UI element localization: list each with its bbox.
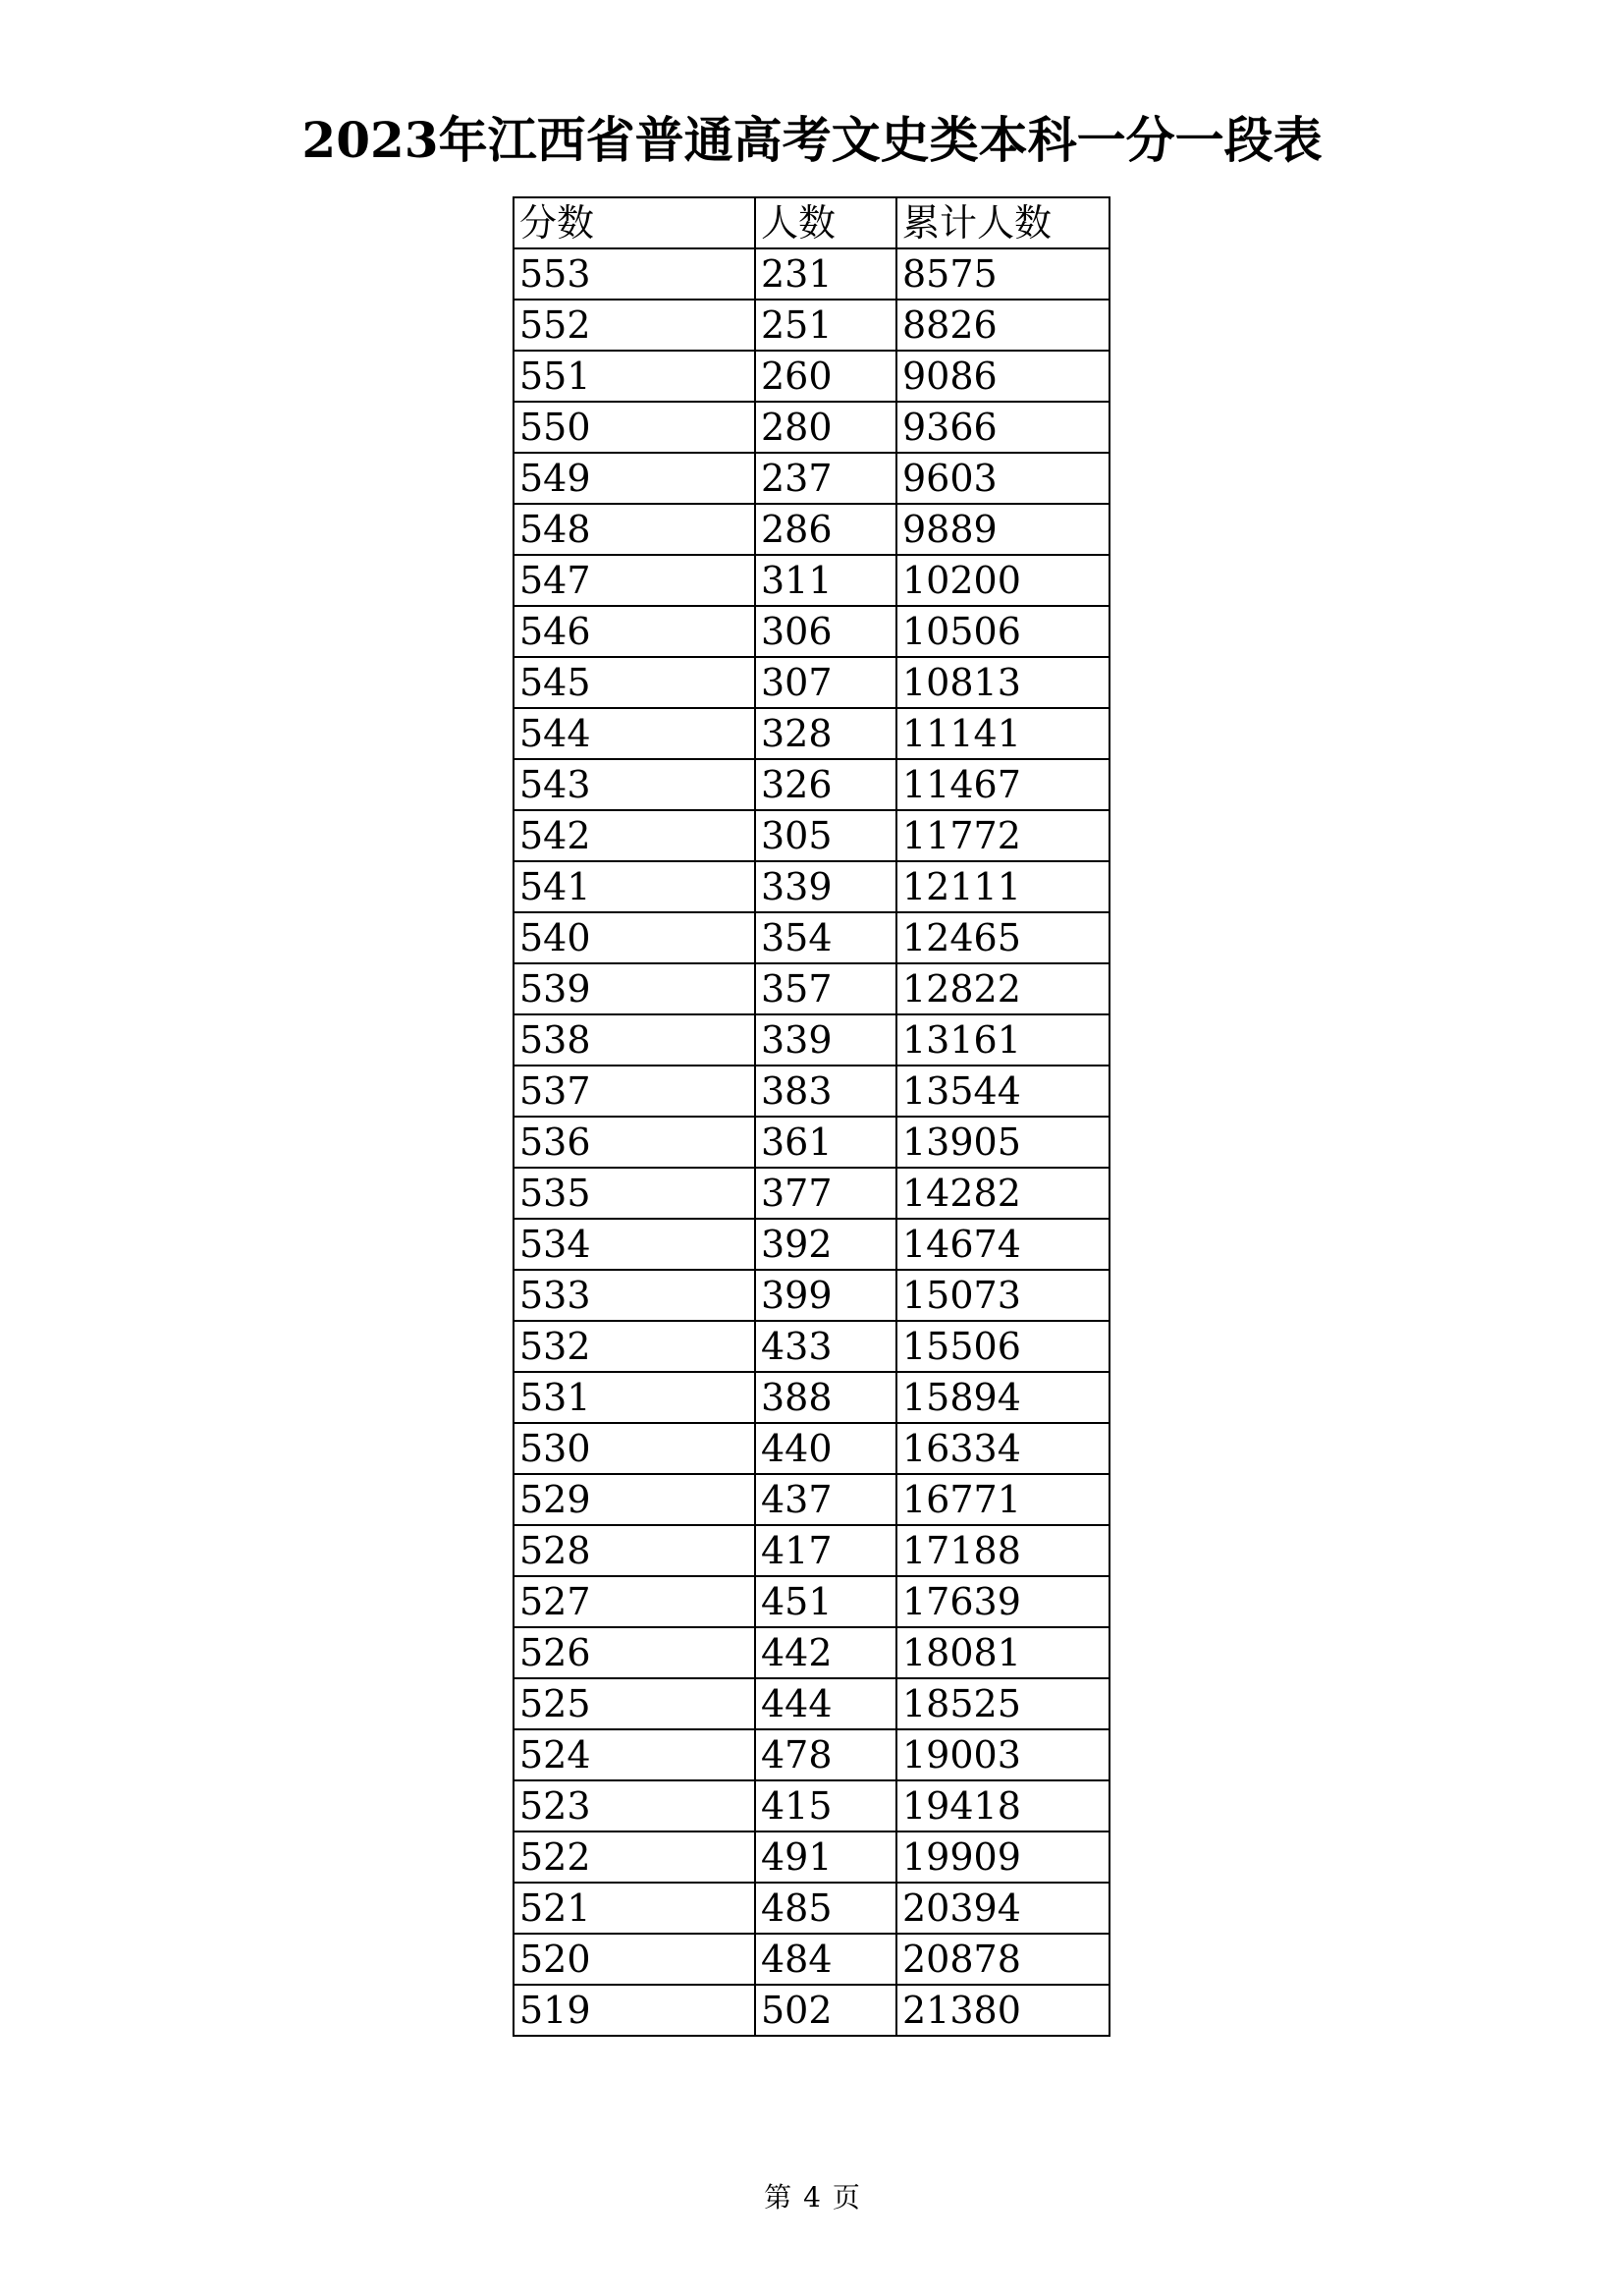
cell-count: 502 [755,1985,896,2036]
cell-score: 552 [514,300,755,351]
cell-count: 260 [755,351,896,402]
cell-cumulative: 15506 [896,1321,1110,1372]
cell-cumulative: 17188 [896,1525,1110,1576]
table-row [514,1576,1110,1627]
table-row [514,1831,1110,1883]
cell-count: 383 [755,1066,896,1117]
table-row [514,300,1110,351]
table-row [514,1066,1110,1117]
cell-count: 361 [755,1117,896,1168]
cell-score: 523 [514,1780,755,1831]
cell-count: 388 [755,1372,896,1423]
cell-score: 524 [514,1729,755,1780]
cell-cumulative: 13544 [896,1066,1110,1117]
cell-count: 354 [755,912,896,963]
table-row [514,963,1110,1014]
cell-score: 538 [514,1014,755,1066]
table-row [514,912,1110,963]
cell-count: 280 [755,402,896,453]
table-row [514,708,1110,759]
cell-cumulative: 13161 [896,1014,1110,1066]
table-row [514,1168,1110,1219]
table-header-row [514,197,1110,248]
cell-score: 535 [514,1168,755,1219]
cell-cumulative: 14282 [896,1168,1110,1219]
table-row [514,1985,1110,2036]
cell-cumulative: 10813 [896,657,1110,708]
cell-score: 548 [514,504,755,555]
table-row [514,1219,1110,1270]
table-row [514,1883,1110,1934]
cell-count: 451 [755,1576,896,1627]
cell-cumulative: 18081 [896,1627,1110,1678]
cell-count: 415 [755,1780,896,1831]
cell-count: 437 [755,1474,896,1525]
cell-cumulative: 13905 [896,1117,1110,1168]
table-row [514,555,1110,606]
cell-count: 305 [755,810,896,861]
cell-count: 251 [755,300,896,351]
cell-cumulative: 19909 [896,1831,1110,1883]
cell-score: 551 [514,351,755,402]
table-row [514,810,1110,861]
table-row [514,1014,1110,1066]
cell-cumulative: 8575 [896,248,1110,300]
cell-count: 339 [755,1014,896,1066]
cell-score: 545 [514,657,755,708]
cell-cumulative: 20878 [896,1934,1110,1985]
table-row [514,351,1110,402]
cell-score: 536 [514,1117,755,1168]
cell-cumulative: 9603 [896,453,1110,504]
cell-score: 533 [514,1270,755,1321]
cell-count: 326 [755,759,896,810]
cell-cumulative: 10506 [896,606,1110,657]
cell-score: 537 [514,1066,755,1117]
table-row [514,1372,1110,1423]
cell-count: 377 [755,1168,896,1219]
cell-count: 442 [755,1627,896,1678]
cell-score: 529 [514,1474,755,1525]
table-row [514,1321,1110,1372]
cell-count: 399 [755,1270,896,1321]
cell-count: 231 [755,248,896,300]
cell-cumulative: 16334 [896,1423,1110,1474]
table-row [514,1729,1110,1780]
cell-cumulative: 11467 [896,759,1110,810]
cell-score: 530 [514,1423,755,1474]
cell-cumulative: 11141 [896,708,1110,759]
cell-score: 540 [514,912,755,963]
table-row [514,861,1110,912]
cell-score: 546 [514,606,755,657]
table-row [514,453,1110,504]
cell-score: 519 [514,1985,755,2036]
cell-score: 532 [514,1321,755,1372]
cell-score: 547 [514,555,755,606]
cell-cumulative: 15894 [896,1372,1110,1423]
cell-cumulative: 16771 [896,1474,1110,1525]
cell-count: 444 [755,1678,896,1729]
cell-cumulative: 10200 [896,555,1110,606]
cell-score: 527 [514,1576,755,1627]
cell-count: 311 [755,555,896,606]
header-count: 人数 [755,197,896,248]
table-row [514,657,1110,708]
cell-cumulative: 17639 [896,1576,1110,1627]
table-row [514,606,1110,657]
cell-count: 392 [755,1219,896,1270]
cell-count: 433 [755,1321,896,1372]
cell-score: 543 [514,759,755,810]
page-title: 2023年江西省普通高考文史类本科一分一段表 [301,111,1323,169]
cell-count: 484 [755,1934,896,1985]
cell-cumulative: 18525 [896,1678,1110,1729]
cell-score: 534 [514,1219,755,1270]
cell-cumulative: 12822 [896,963,1110,1014]
table-row [514,1270,1110,1321]
cell-cumulative: 19003 [896,1729,1110,1780]
score-table [513,196,1110,2037]
table-row [514,402,1110,453]
cell-cumulative: 19418 [896,1780,1110,1831]
cell-count: 440 [755,1423,896,1474]
table-row [514,504,1110,555]
header-cumulative: 累计人数 [896,197,1110,248]
cell-score: 528 [514,1525,755,1576]
cell-cumulative: 11772 [896,810,1110,861]
cell-score: 550 [514,402,755,453]
cell-count: 357 [755,963,896,1014]
cell-score: 520 [514,1934,755,1985]
cell-score: 525 [514,1678,755,1729]
table-row [514,1474,1110,1525]
cell-score: 522 [514,1831,755,1883]
cell-cumulative: 9086 [896,351,1110,402]
cell-cumulative: 21380 [896,1985,1110,2036]
table-row [514,1423,1110,1474]
cell-cumulative: 8826 [896,300,1110,351]
cell-count: 306 [755,606,896,657]
cell-count: 286 [755,504,896,555]
cell-cumulative: 15073 [896,1270,1110,1321]
cell-count: 307 [755,657,896,708]
cell-cumulative: 20394 [896,1883,1110,1934]
cell-count: 328 [755,708,896,759]
table-row [514,1627,1110,1678]
cell-count: 237 [755,453,896,504]
table-row [514,1117,1110,1168]
cell-score: 553 [514,248,755,300]
page-footer [0,2178,1624,2217]
cell-cumulative: 12111 [896,861,1110,912]
cell-count: 491 [755,1831,896,1883]
cell-score: 541 [514,861,755,912]
cell-score: 544 [514,708,755,759]
cell-score: 539 [514,963,755,1014]
cell-count: 417 [755,1525,896,1576]
table-row [514,1934,1110,1985]
cell-cumulative: 12465 [896,912,1110,963]
table-row [514,248,1110,300]
cell-score: 542 [514,810,755,861]
table-row [514,759,1110,810]
cell-score: 521 [514,1883,755,1934]
table-row [514,1525,1110,1576]
cell-cumulative: 9366 [896,402,1110,453]
cell-cumulative: 9889 [896,504,1110,555]
table-body [514,248,1110,2036]
page-number: 4 [803,2181,821,2214]
cell-count: 339 [755,861,896,912]
cell-score: 531 [514,1372,755,1423]
table-row [514,1678,1110,1729]
cell-score: 549 [514,453,755,504]
footer-prefix: 第 [764,2181,792,2214]
table-row [514,1780,1110,1831]
footer-suffix: 页 [832,2181,860,2214]
cell-count: 478 [755,1729,896,1780]
header-score: 分数 [514,197,755,248]
cell-score: 526 [514,1627,755,1678]
cell-cumulative: 14674 [896,1219,1110,1270]
cell-count: 485 [755,1883,896,1934]
